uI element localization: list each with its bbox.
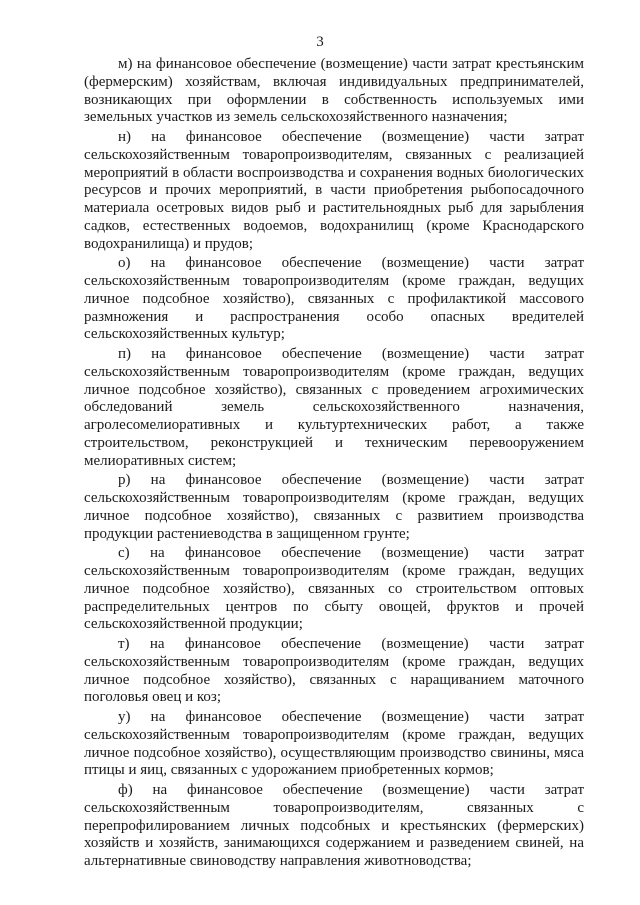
paragraph-p: п) на финансовое обеспечение (возмещение) части затрат сельскохозяйственным товаропроизводителям (кроме граждан, ведущих личное подсобное хозяйство), связанных с проведением агрохимических обследований земель сельскохозяйственного назначения, агролесомелиоративных и культуртехнических работ, а также строительством, реконструкцией и техническим перевооружением мелиоративных систем; — [84, 346, 584, 469]
paragraph-t: т) на финансовое обеспечение (возмещение) части затрат сельскохозяйственным товаропроизводителям (кроме граждан, ведущих личное подсобное хозяйство), связанных с наращиванием маточного поголовья овец и коз; — [84, 636, 584, 706]
paragraph-u: у) на финансовое обеспечение (возмещение) части затрат сельскохозяйственным товаропроизводителям (кроме граждан, ведущих личное подсобное хозяйство), осуществляющим производство свинины, мяса птицы и яиц, связанных с удорожанием приобретенных кормов; — [84, 709, 584, 779]
paragraph-s: с) на финансовое обеспечение (возмещение) части затрат сельскохозяйственным товаропроизводителям (кроме граждан, ведущих личное подсобное хозяйство), связанных со строительством оптовых распределительных центров по сбыту овощей, фруктов и прочей сельскохозяйственной продукции; — [84, 545, 584, 633]
document-body — [84, 56, 584, 871]
paragraph-o: о) на финансовое обеспечение (возмещение) части затрат сельскохозяйственным товаропроизводителям (кроме граждан, ведущих личное подсобное хозяйство), связанных с профилактикой массового размножения и распространения особо опасных вредителей сельскохозяйственных культур; — [84, 255, 584, 343]
paragraph-n: н) на финансовое обеспечение (возмещение) части затрат сельскохозяйственным товаропроизводителям, связанных с реализацией мероприятий в области воспроизводства и сохранения водных биологических ресурсов и прочих мероприятий, в части приобретения рыбопосадочного материала осетровых видов рыб и растительноядных рыб для зарыбления садков, естественных водоемов, водохранилищ (кроме Краснодарского водохранилища) и прудов; — [84, 129, 584, 252]
paragraph-m: м) на финансовое обеспечение (возмещение) части затрат крестьянским (фермерским) хозяйствам, включая индивидуальных предпринимателей, возникающих при оформлении в собственность используемых ими земельных участков из земель сельскохозяйственного назначения; — [84, 56, 584, 126]
page-number: 3 — [316, 34, 324, 50]
paragraph-f: ф) на финансовое обеспечение (возмещение) части затрат сельскохозяйственным товаропроизводителям, связанных с перепрофилированием личных подсобных и крестьянских (фермерских) хозяйств и хозяйств, занимающихся содержанием и разведением свиней, на альтернативные свиноводству направления животноводства; — [84, 782, 584, 869]
paragraph-r: р) на финансовое обеспечение (возмещение) части затрат сельскохозяйственным товаропроизводителям (кроме граждан, ведущих личное подсобное хозяйство), связанных с развитием производства продукции растениеводства в защищенном грунте; — [84, 472, 584, 542]
